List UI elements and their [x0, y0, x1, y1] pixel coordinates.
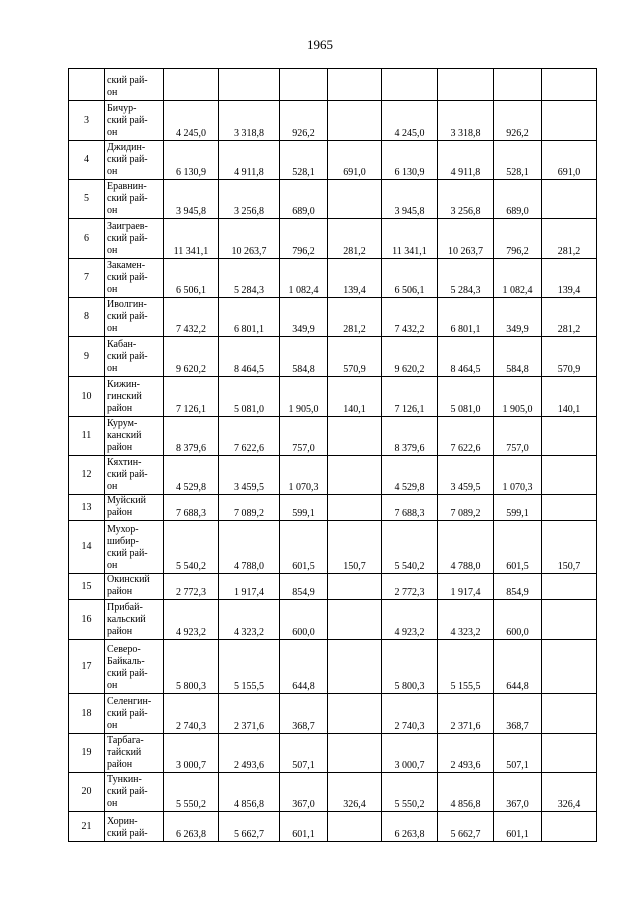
- value-cell: 691,0: [542, 141, 597, 180]
- value-cell: 1 082,4: [494, 259, 542, 298]
- table-row: [69, 101, 597, 141]
- value-cell: 4 529,8: [164, 456, 219, 495]
- value-cell: 570,9: [542, 337, 597, 377]
- value-cell: 326,4: [542, 773, 597, 812]
- value-cell: 11 341,1: [382, 219, 438, 259]
- value-cell: 5 540,2: [382, 521, 438, 574]
- value-cell: 150,7: [542, 521, 597, 574]
- value-cell: 281,2: [328, 219, 382, 259]
- district-name: Прибай- кальский район: [105, 600, 164, 640]
- value-cell: 926,2: [494, 101, 542, 141]
- value-cell: 599,1: [280, 495, 328, 521]
- value-cell: [328, 417, 382, 456]
- budget-table: [68, 68, 597, 842]
- value-cell: 4 529,8: [382, 456, 438, 495]
- value-cell: 7 622,6: [219, 417, 280, 456]
- value-cell: [542, 456, 597, 495]
- value-cell: [382, 69, 438, 101]
- value-cell: 796,2: [280, 219, 328, 259]
- table-row: [69, 141, 597, 180]
- row-number: 14: [69, 521, 105, 574]
- value-cell: 926,2: [280, 101, 328, 141]
- value-cell: 7 089,2: [438, 495, 494, 521]
- value-cell: 5 155,5: [219, 640, 280, 694]
- value-cell: 4 245,0: [164, 101, 219, 141]
- value-cell: [542, 812, 597, 842]
- table-row: [69, 773, 597, 812]
- value-cell: 3 459,5: [438, 456, 494, 495]
- value-cell: [542, 600, 597, 640]
- value-cell: [328, 812, 382, 842]
- district-name: Заиграев- ский рай- он: [105, 219, 164, 259]
- value-cell: 281,2: [328, 298, 382, 337]
- district-name: Мухор- шибир- ский рай- он: [105, 521, 164, 574]
- value-cell: [494, 69, 542, 101]
- table-row: [69, 734, 597, 773]
- value-cell: 5 662,7: [438, 812, 494, 842]
- value-cell: 7 432,2: [164, 298, 219, 337]
- value-cell: [328, 456, 382, 495]
- district-name: Курум- канский район: [105, 417, 164, 456]
- value-cell: 2 772,3: [382, 574, 438, 600]
- value-cell: 7 688,3: [382, 495, 438, 521]
- value-cell: [328, 694, 382, 734]
- district-name: Муйский район: [105, 495, 164, 521]
- value-cell: 5 284,3: [219, 259, 280, 298]
- table-row: [69, 812, 597, 842]
- value-cell: 2 740,3: [382, 694, 438, 734]
- table-row: [69, 219, 597, 259]
- value-cell: [328, 69, 382, 101]
- value-cell: 3 000,7: [164, 734, 219, 773]
- table-row: [69, 417, 597, 456]
- value-cell: 1 070,3: [494, 456, 542, 495]
- value-cell: 139,4: [542, 259, 597, 298]
- value-cell: 9 620,2: [382, 337, 438, 377]
- value-cell: [328, 640, 382, 694]
- value-cell: 8 464,5: [219, 337, 280, 377]
- row-number: 20: [69, 773, 105, 812]
- value-cell: 4 323,2: [438, 600, 494, 640]
- table-row: [69, 337, 597, 377]
- value-cell: 2 493,6: [438, 734, 494, 773]
- value-cell: [438, 69, 494, 101]
- value-cell: 601,5: [494, 521, 542, 574]
- district-name: Джидин- ский рай- он: [105, 141, 164, 180]
- row-number: 7: [69, 259, 105, 298]
- value-cell: 9 620,2: [164, 337, 219, 377]
- value-cell: 6 801,1: [219, 298, 280, 337]
- value-cell: 1 905,0: [280, 377, 328, 417]
- value-cell: 3 000,7: [382, 734, 438, 773]
- value-cell: 691,0: [328, 141, 382, 180]
- row-number: 19: [69, 734, 105, 773]
- district-name: ский рай- он: [105, 69, 164, 101]
- value-cell: 689,0: [494, 180, 542, 219]
- table-row: [69, 259, 597, 298]
- value-cell: 4 923,2: [382, 600, 438, 640]
- row-number: 15: [69, 574, 105, 600]
- district-name: Закамен- ский рай- он: [105, 259, 164, 298]
- value-cell: [542, 640, 597, 694]
- value-cell: 150,7: [328, 521, 382, 574]
- value-cell: 601,1: [494, 812, 542, 842]
- value-cell: 600,0: [494, 600, 542, 640]
- value-cell: [542, 69, 597, 101]
- row-number: 11: [69, 417, 105, 456]
- table-row: [69, 521, 597, 574]
- value-cell: 4 856,8: [438, 773, 494, 812]
- value-cell: 10 263,7: [438, 219, 494, 259]
- row-number: [69, 69, 105, 101]
- value-cell: 4 245,0: [382, 101, 438, 141]
- value-cell: 570,9: [328, 337, 382, 377]
- row-number: 9: [69, 337, 105, 377]
- district-name: Иволгин- ский рай- он: [105, 298, 164, 337]
- value-cell: 7 432,2: [382, 298, 438, 337]
- value-cell: 3 459,5: [219, 456, 280, 495]
- value-cell: 584,8: [494, 337, 542, 377]
- row-number: 17: [69, 640, 105, 694]
- table-row: [69, 574, 597, 600]
- value-cell: 3 945,8: [382, 180, 438, 219]
- value-cell: 528,1: [494, 141, 542, 180]
- value-cell: 6 506,1: [164, 259, 219, 298]
- district-name: Бичур- ский рай- он: [105, 101, 164, 141]
- value-cell: [542, 694, 597, 734]
- value-cell: 349,9: [494, 298, 542, 337]
- value-cell: [328, 600, 382, 640]
- value-cell: 6 506,1: [382, 259, 438, 298]
- value-cell: 3 945,8: [164, 180, 219, 219]
- table-row: [69, 298, 597, 337]
- table-row: [69, 69, 597, 101]
- value-cell: 326,4: [328, 773, 382, 812]
- table-row: [69, 180, 597, 219]
- table-row: [69, 456, 597, 495]
- value-cell: 4 856,8: [219, 773, 280, 812]
- row-number: 12: [69, 456, 105, 495]
- value-cell: 6 130,9: [164, 141, 219, 180]
- value-cell: 5 081,0: [438, 377, 494, 417]
- value-cell: 5 662,7: [219, 812, 280, 842]
- value-cell: 7 622,6: [438, 417, 494, 456]
- value-cell: 6 263,8: [164, 812, 219, 842]
- value-cell: [542, 495, 597, 521]
- value-cell: 5 800,3: [382, 640, 438, 694]
- value-cell: 4 911,8: [438, 141, 494, 180]
- value-cell: 1 917,4: [438, 574, 494, 600]
- value-cell: 599,1: [494, 495, 542, 521]
- value-cell: [542, 574, 597, 600]
- value-cell: 6 130,9: [382, 141, 438, 180]
- value-cell: 7 126,1: [164, 377, 219, 417]
- value-cell: 507,1: [280, 734, 328, 773]
- value-cell: [542, 734, 597, 773]
- district-name: Кяхтин- ский рай- он: [105, 456, 164, 495]
- value-cell: 6 263,8: [382, 812, 438, 842]
- value-cell: 368,7: [280, 694, 328, 734]
- value-cell: [542, 180, 597, 219]
- value-cell: 7 688,3: [164, 495, 219, 521]
- district-name: Селенгин- ский рай- он: [105, 694, 164, 734]
- value-cell: 8 379,6: [164, 417, 219, 456]
- value-cell: 2 371,6: [219, 694, 280, 734]
- district-name: Окинский район: [105, 574, 164, 600]
- value-cell: 5 550,2: [164, 773, 219, 812]
- district-name: Кижин- гинский район: [105, 377, 164, 417]
- value-cell: [542, 417, 597, 456]
- value-cell: 507,1: [494, 734, 542, 773]
- value-cell: 6 801,1: [438, 298, 494, 337]
- row-number: 16: [69, 600, 105, 640]
- value-cell: 140,1: [542, 377, 597, 417]
- district-name: Еравнин- ский рай- он: [105, 180, 164, 219]
- value-cell: 796,2: [494, 219, 542, 259]
- row-number: 3: [69, 101, 105, 141]
- value-cell: 5 800,3: [164, 640, 219, 694]
- table-row: [69, 495, 597, 521]
- value-cell: 689,0: [280, 180, 328, 219]
- value-cell: 2 371,6: [438, 694, 494, 734]
- district-name: Тарбага- тайский район: [105, 734, 164, 773]
- value-cell: 2 493,6: [219, 734, 280, 773]
- value-cell: [542, 101, 597, 141]
- value-cell: 600,0: [280, 600, 328, 640]
- value-cell: 349,9: [280, 298, 328, 337]
- value-cell: 8 379,6: [382, 417, 438, 456]
- row-number: 13: [69, 495, 105, 521]
- value-cell: 281,2: [542, 219, 597, 259]
- value-cell: [328, 180, 382, 219]
- value-cell: 4 323,2: [219, 600, 280, 640]
- value-cell: 4 923,2: [164, 600, 219, 640]
- value-cell: 5 081,0: [219, 377, 280, 417]
- value-cell: 1 917,4: [219, 574, 280, 600]
- value-cell: 2 772,3: [164, 574, 219, 600]
- table-row: [69, 640, 597, 694]
- value-cell: [328, 101, 382, 141]
- row-number: 6: [69, 219, 105, 259]
- table-row: [69, 694, 597, 734]
- table-row: [69, 600, 597, 640]
- value-cell: 7 126,1: [382, 377, 438, 417]
- value-cell: 5 550,2: [382, 773, 438, 812]
- value-cell: 281,2: [542, 298, 597, 337]
- value-cell: 3 256,8: [438, 180, 494, 219]
- value-cell: 10 263,7: [219, 219, 280, 259]
- value-cell: 11 341,1: [164, 219, 219, 259]
- value-cell: 140,1: [328, 377, 382, 417]
- table-row: [69, 377, 597, 417]
- value-cell: [219, 69, 280, 101]
- row-number: 8: [69, 298, 105, 337]
- value-cell: 757,0: [494, 417, 542, 456]
- district-name: Северо- Байкаль- ский рай- он: [105, 640, 164, 694]
- row-number: 5: [69, 180, 105, 219]
- table-body: [69, 69, 597, 842]
- value-cell: 139,4: [328, 259, 382, 298]
- value-cell: 3 318,8: [219, 101, 280, 141]
- value-cell: 3 318,8: [438, 101, 494, 141]
- value-cell: 8 464,5: [438, 337, 494, 377]
- district-name: Хорин- ский рай-: [105, 812, 164, 842]
- district-name: Тункин- ский рай- он: [105, 773, 164, 812]
- value-cell: 5 155,5: [438, 640, 494, 694]
- value-cell: 368,7: [494, 694, 542, 734]
- value-cell: 854,9: [280, 574, 328, 600]
- row-number: 21: [69, 812, 105, 842]
- value-cell: [328, 495, 382, 521]
- value-cell: [164, 69, 219, 101]
- value-cell: 584,8: [280, 337, 328, 377]
- value-cell: [280, 69, 328, 101]
- value-cell: 7 089,2: [219, 495, 280, 521]
- value-cell: [328, 734, 382, 773]
- value-cell: 854,9: [494, 574, 542, 600]
- value-cell: 1 070,3: [280, 456, 328, 495]
- value-cell: 3 256,8: [219, 180, 280, 219]
- value-cell: [328, 574, 382, 600]
- value-cell: 601,1: [280, 812, 328, 842]
- value-cell: 528,1: [280, 141, 328, 180]
- value-cell: 5 540,2: [164, 521, 219, 574]
- value-cell: 1 905,0: [494, 377, 542, 417]
- value-cell: 5 284,3: [438, 259, 494, 298]
- value-cell: 757,0: [280, 417, 328, 456]
- value-cell: 644,8: [494, 640, 542, 694]
- value-cell: 2 740,3: [164, 694, 219, 734]
- district-name: Кабан- ский рай- он: [105, 337, 164, 377]
- row-number: 18: [69, 694, 105, 734]
- value-cell: 4 788,0: [219, 521, 280, 574]
- value-cell: 1 082,4: [280, 259, 328, 298]
- value-cell: 4 911,8: [219, 141, 280, 180]
- row-number: 10: [69, 377, 105, 417]
- row-number: 4: [69, 141, 105, 180]
- page-number: 1965: [307, 37, 333, 52]
- value-cell: 644,8: [280, 640, 328, 694]
- value-cell: 367,0: [494, 773, 542, 812]
- value-cell: 367,0: [280, 773, 328, 812]
- value-cell: 4 788,0: [438, 521, 494, 574]
- value-cell: 601,5: [280, 521, 328, 574]
